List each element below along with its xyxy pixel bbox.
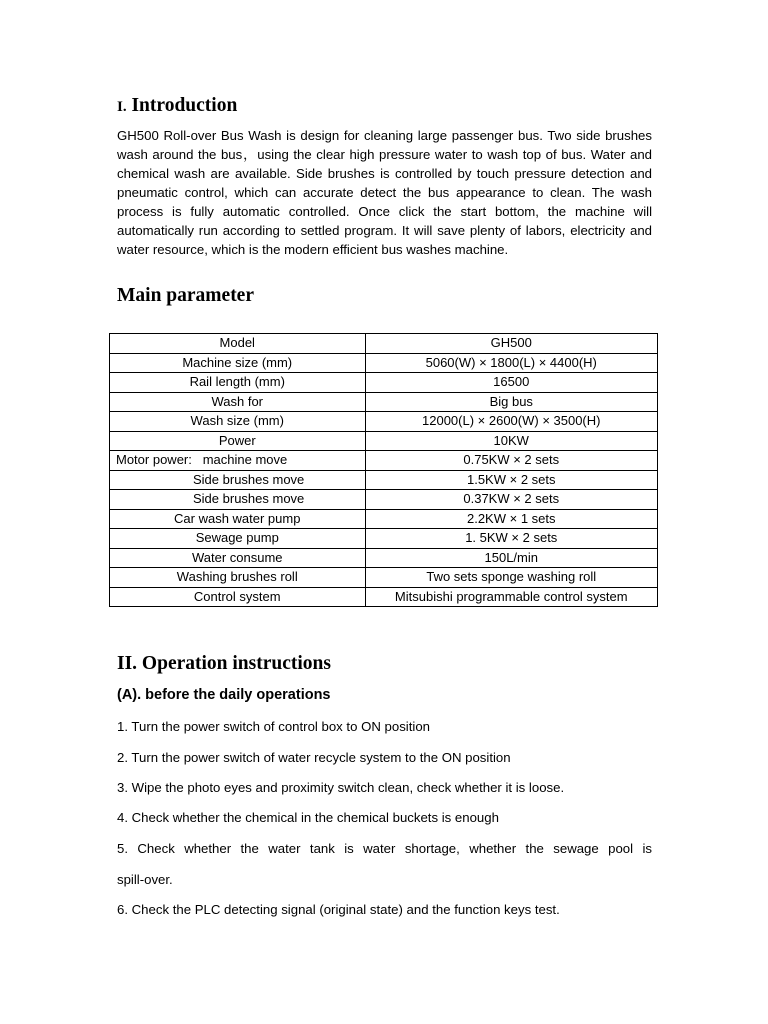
table-row [110,353,658,373]
list-item: 1. Turn the power switch of control box to ON position [117,719,430,734]
list-item: 3. Wipe the photo eyes and proximity switch clean, check whether it is loose. [117,780,565,795]
param-value: Mitsubishi programmable control system [365,587,658,607]
param-label: Side brushes move [110,490,366,510]
param-label: Side brushes move [110,470,366,490]
param-label: Wash size (mm) [110,412,366,432]
parameter-table [109,333,658,607]
daily-operations-subheading: (A). before the daily operations [117,687,331,703]
param-label: Car wash water pump [110,509,366,529]
param-value: 0.37KW × 2 sets [365,490,658,510]
introduction-paragraph: GH500 Roll-over Bus Wash is design for cleaning large passenger bus. Two side brushes wash around the bus，using the clear high pressure water to wash top of bus. Water and chemical wash are available. Side brushes is controlled by touch pressure detection and pneumatic control, which can accurate detect the bus appearance to clean. The wash process is fully automatic controlled. Once click the start bottom, the machine will automatically run according to settled program. It will save plenty of labors, electricity and water resource, which is the modern efficient bus washes machine. [117,128,652,257]
param-value: 2.2KW × 1 sets [365,509,658,529]
param-label: Motor power: machine move [110,451,366,471]
table-row [110,392,658,412]
param-label: Water consume [110,548,366,568]
param-value: 16500 [365,373,658,393]
table-row [110,529,658,549]
param-label: Wash for [110,392,366,412]
param-label: Control system [110,587,366,607]
introduction-title: Introduction [131,95,238,116]
param-label: Rail length (mm) [110,373,366,393]
list-item: 5. Check whether the water tank is water shortage, whether the sewage pool is [117,841,652,856]
main-parameter-heading: Main parameter [117,285,254,306]
operation-heading: II. Operation instructions [117,653,331,674]
param-label: Power [110,431,366,451]
list-item: spill-over. [117,872,173,887]
table-row [110,548,658,568]
table-row [110,431,658,451]
operation-section [117,652,652,917]
table-row [110,490,658,510]
list-item: 4. Check whether the chemical in the chemical buckets is enough [117,810,499,825]
list-item: 6. Check the PLC detecting signal (original state) and the function keys test. [117,902,560,917]
introduction-section [117,94,652,308]
param-label: Sewage pump [110,529,366,549]
param-value: 12000(L) × 2600(W) × 3500(H) [365,412,658,432]
param-label: Washing brushes roll [110,568,366,588]
introduction-numeral: I. [117,99,127,115]
introduction-heading [117,94,652,119]
param-label: Model [110,334,366,354]
table-row [110,451,658,471]
param-value: 1. 5KW × 2 sets [365,529,658,549]
table-row [110,509,658,529]
table-row [110,470,658,490]
table-row [110,568,658,588]
table-row [110,373,658,393]
table-row [110,587,658,607]
param-value: 0.75KW × 2 sets [365,451,658,471]
list-item: 2. Turn the power switch of water recycle system to the ON position [117,750,511,765]
table-row [110,334,658,354]
param-value: 10KW [365,431,658,451]
param-value: 5060(W) × 1800(L) × 4400(H) [365,353,658,373]
param-value: 150L/min [365,548,658,568]
param-value: Two sets sponge washing roll [365,568,658,588]
param-value: Big bus [365,392,658,412]
table-row [110,412,658,432]
param-value: 1.5KW × 2 sets [365,470,658,490]
param-value: GH500 [365,334,658,354]
param-label: Machine size (mm) [110,353,366,373]
